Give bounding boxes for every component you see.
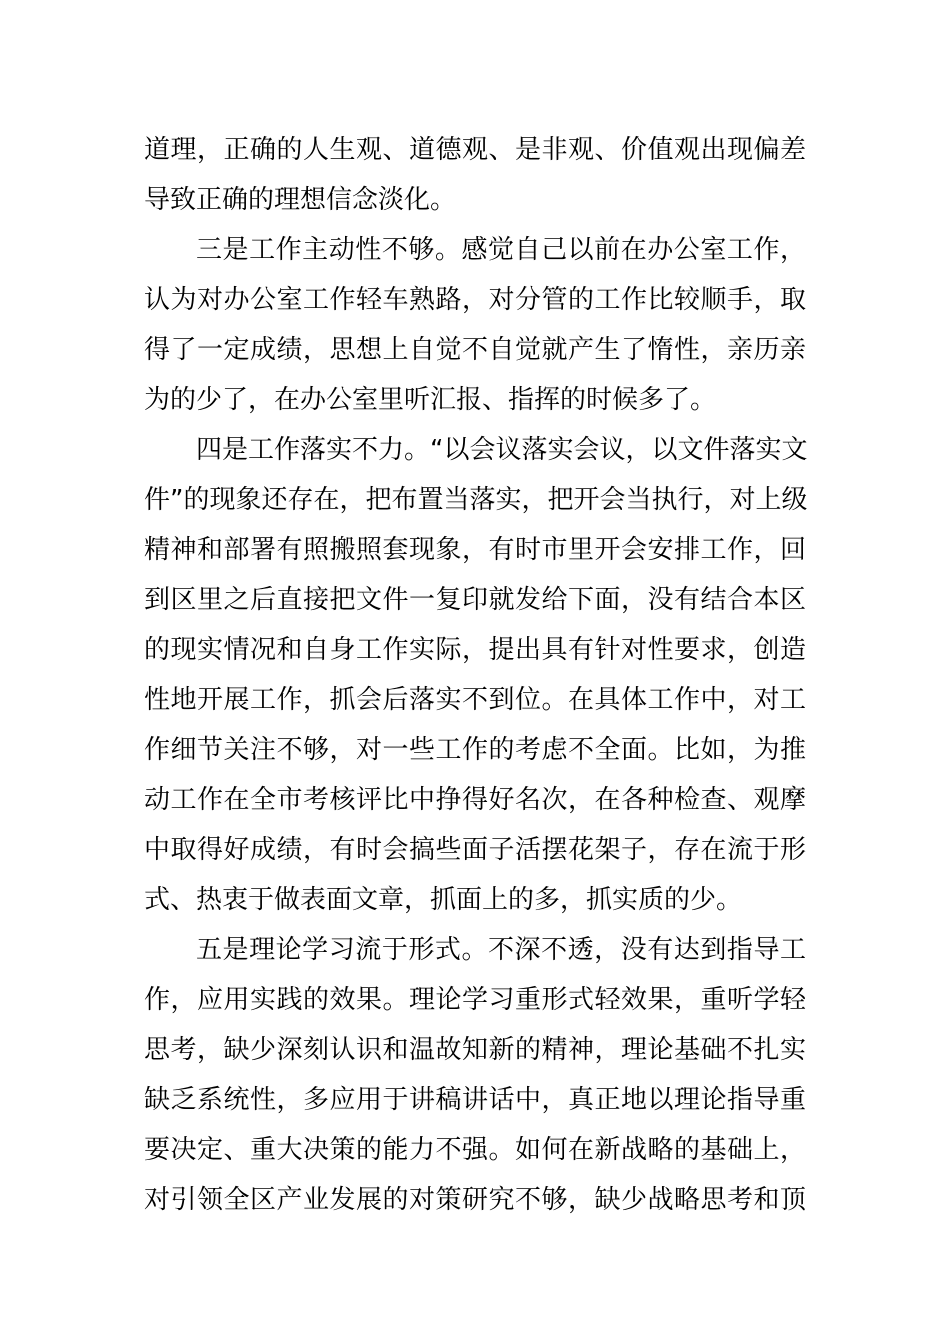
text-line: 性地开展工作，抓会后落实不到位。在具体工作中，对工: [144, 685, 806, 715]
text-line: 的现实情况和自身工作实际，提出具有针对性要求，创造: [144, 635, 806, 665]
paragraph-first-line: 三是工作主动性不够。感觉自己以前在办公室工作，: [196, 235, 806, 265]
text-line: 道理，正确的人生观、道德观、是非观、价值观出现偏差: [144, 135, 806, 165]
text-line: 作，应用实践的效果。理论学习重形式轻效果，重听学轻: [144, 985, 806, 1015]
text-line: 要决定、重大决策的能力不强。如何在新战略的基础上，: [144, 1135, 806, 1165]
text-line: 件”的现象还存在，把布置当落实，把开会当执行，对上级: [144, 485, 808, 515]
text-line: 得了一定成绩，思想上自觉不自觉就产生了惰性，亲历亲: [144, 335, 806, 365]
text-line: 式、热衷于做表面文章，抓面上的多，抓实质的少。: [144, 885, 743, 915]
paragraph-first-line: 四是工作落实不力。“以会议落实会议，以文件落实文: [196, 435, 808, 465]
text-line: 缺乏系统性，多应用于讲稿讲话中，真正地以理论指导重: [144, 1085, 806, 1115]
text-line: 对引领全区产业发展的对策研究不够，缺少战略思考和顶: [144, 1185, 806, 1215]
text-line: 认为对办公室工作轻车熟路，对分管的工作比较顺手，取: [144, 285, 806, 315]
text-line: 到区里之后直接把文件一复印就发给下面，没有结合本区: [144, 585, 806, 615]
paragraph-first-line: 五是理论学习流于形式。不深不透，没有达到指导工: [196, 935, 806, 965]
text-line: 作细节关注不够，对一些工作的考虑不全面。比如，为推: [144, 735, 806, 765]
text-line: 思考，缺少深刻认识和温故知新的精神，理论基础不扎实: [144, 1035, 806, 1065]
text-line: 精神和部署有照搬照套现象，有时市里开会安排工作，回: [144, 535, 806, 565]
document-body: [144, 125, 806, 1225]
text-line: 动工作在全市考核评比中挣得好名次，在各种检查、观摩: [144, 785, 806, 815]
text-line: 中取得好成绩，有时会搞些面子活摆花架子，存在流于形: [144, 835, 806, 865]
text-line: 为的少了，在办公室里听汇报、指挥的时候多了。: [144, 385, 717, 415]
text-line: 导致正确的理想信念淡化。: [144, 185, 457, 215]
